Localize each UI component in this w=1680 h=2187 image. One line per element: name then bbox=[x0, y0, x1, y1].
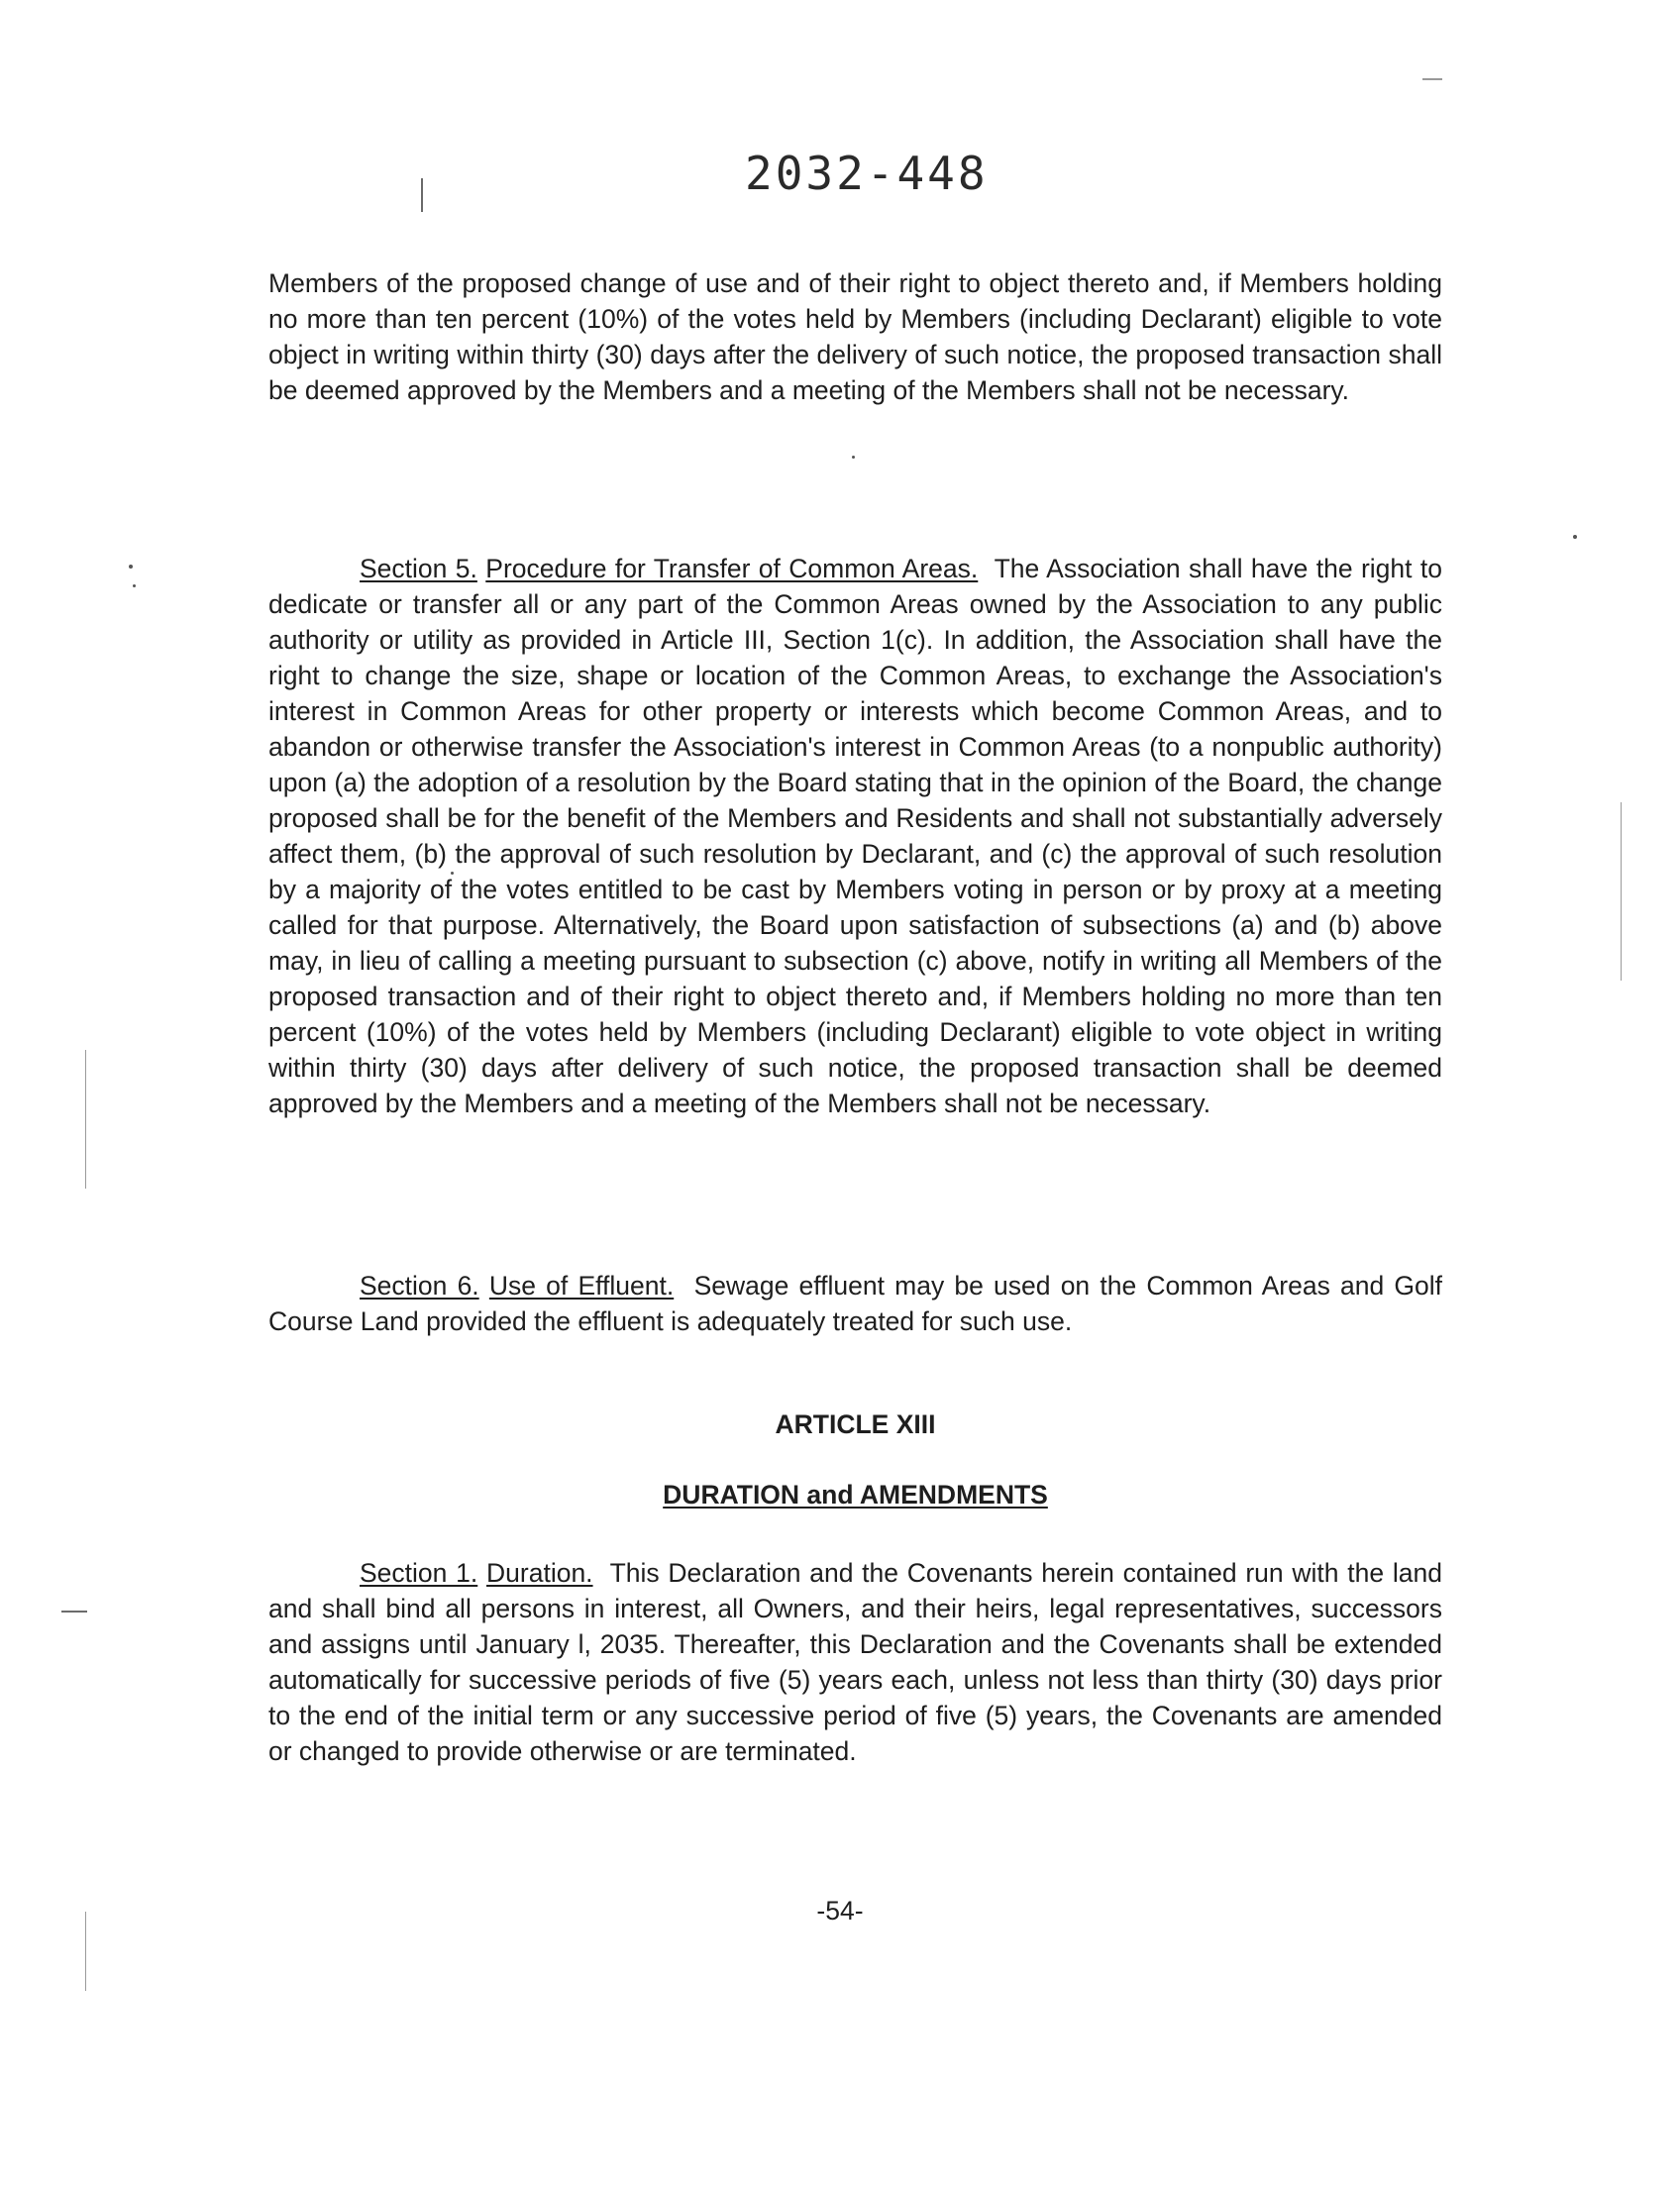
scan-mark bbox=[1621, 802, 1622, 981]
article-section-1-text: This Declaration and the Covenants herein contained run with the land and shall bind all persons in interest, all Owners, and their heirs, legal representatives, successors and assigns until January l, 2035. Thereafter, this Declaration and the Covenants shall be extended automatically for successive periods of five (5) years each, unless not less than thirty (30) days prior to the end of the initial term or any successive period of five (5) years, the Covenants are amended or changed to provide otherwise or are terminated. bbox=[268, 1558, 1442, 1766]
scan-mark bbox=[1573, 535, 1577, 539]
scan-mark bbox=[61, 1611, 87, 1613]
article-section-1-number: Section 1. bbox=[360, 1558, 478, 1588]
article-section-1-title: Duration. bbox=[486, 1558, 593, 1588]
scan-mark bbox=[129, 565, 133, 569]
section-6-paragraph bbox=[268, 1268, 1442, 1339]
section-5-title: Procedure for Transfer of Common Areas. bbox=[485, 554, 979, 583]
scan-mark bbox=[133, 584, 136, 587]
section-5-paragraph bbox=[268, 551, 1442, 1121]
section-6-number: Section 6. bbox=[360, 1271, 479, 1301]
paragraph-continuation: Members of the proposed change of use and of their right to object thereto and, if Members holding no more than ten percent (10%) of the votes held by Members (including Declarant) eligible to vote object in writing within thirty (30) days after the delivery of such notice, the proposed transaction shall be deemed approved by the Members and a meeting of the Members shall not be necessary. bbox=[268, 268, 1442, 405]
article-title bbox=[268, 1480, 1442, 1510]
scan-mark bbox=[451, 872, 454, 875]
section-5-text: The Association shall have the right to dedicate or transfer all or any part of the Common Areas owned by the Association to any public authority or utility as provided in Article III, Section 1(c). In addition, the Association shall have the right to change the size, shape or location of the Common Areas, to exchange the Association's interest in Common Areas for other property or interests which become Common Areas, and to abandon or otherwise transfer the Association's interest in Common Areas (to a nonpublic authority) upon (a) the adoption of a resolution by the Board stating that in the opinion of the Board, the change proposed shall be for the benefit of the Members and Residents and shall not substantially adversely affect them, (b) the approval of such resolution by Declarant, and (c) the approval of such resolution by a majority of the votes entitled to be cast by Members voting in person or by proxy at a meeting called for that purpose. Alternatively, the Board upon satisfaction of subsections (a) and (b) above may, in lieu of calling a meeting pursuant to subsection (c) above, notify in writing all Members of the proposed transaction and of their right to object thereto and, if Members holding no more than ten percent (10%) of the votes held by Members (including Declarant) eligible to vote object in writing within thirty (30) days after delivery of such notice, the proposed transaction shall be deemed approved by the Members and a meeting of the Members shall not be necessary. bbox=[268, 554, 1442, 1118]
scan-mark bbox=[1422, 78, 1442, 80]
scan-mark bbox=[421, 178, 423, 212]
scan-mark bbox=[85, 1050, 86, 1189]
article-title-text: DURATION and AMENDMENTS bbox=[663, 1480, 1048, 1510]
article-section-1-paragraph bbox=[268, 1555, 1442, 1769]
section-6-title: Use of Effluent. bbox=[488, 1271, 675, 1301]
document-number: 2032-448 bbox=[745, 147, 989, 200]
article-heading: ARTICLE XIII bbox=[775, 1409, 936, 1439]
scan-mark bbox=[852, 456, 855, 459]
page-number: -54- bbox=[816, 1896, 864, 1926]
scan-mark bbox=[85, 1912, 86, 1991]
section-6-text: Sewage effluent may be used on the Common Areas and Golf Course Land provided the effluent is adequately treated for such use. bbox=[268, 1271, 1442, 1336]
section-5-number: Section 5. bbox=[360, 554, 477, 583]
